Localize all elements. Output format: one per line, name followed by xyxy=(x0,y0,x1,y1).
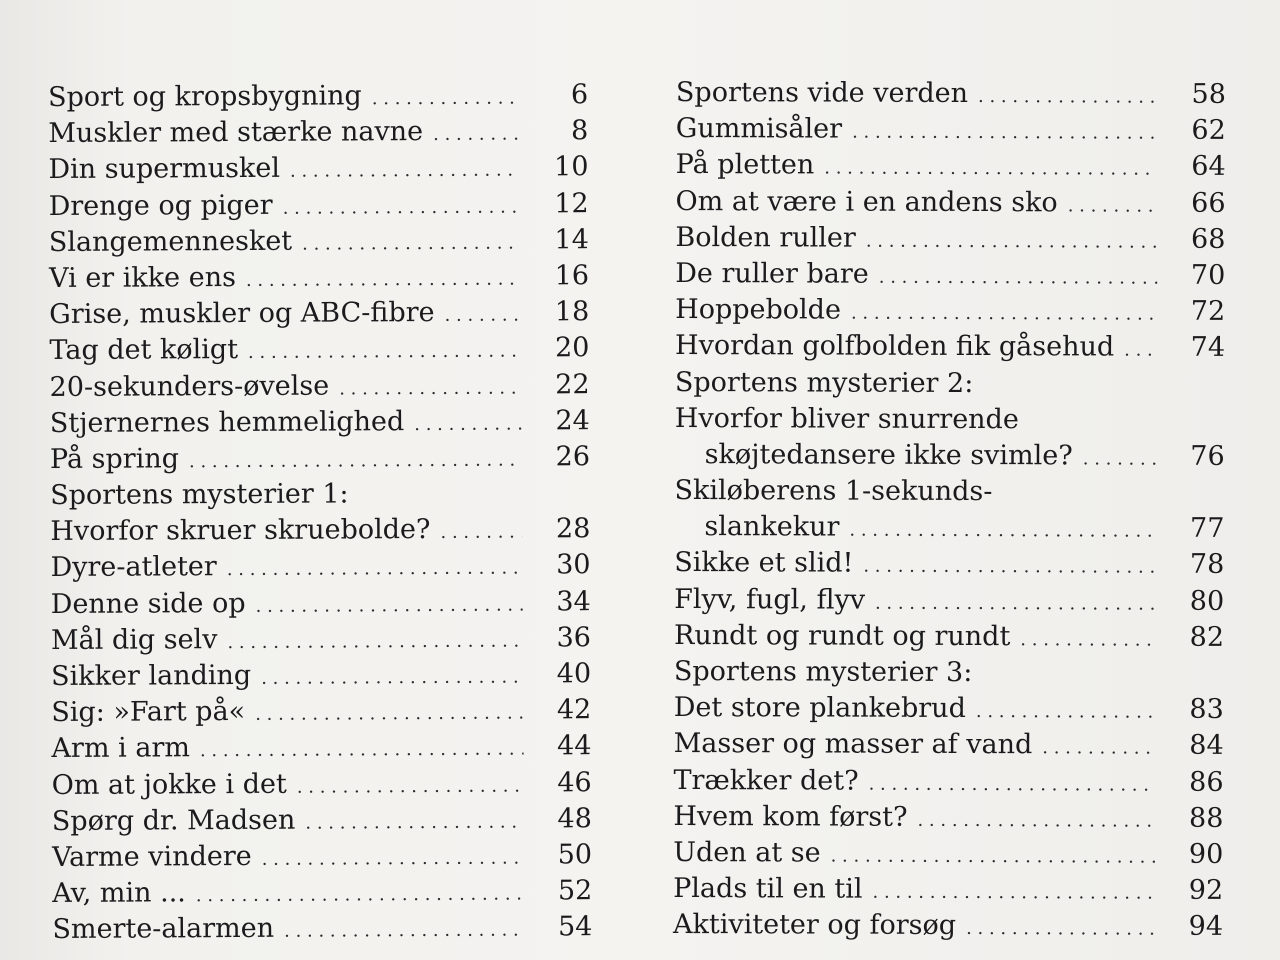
toc-entry-title: De ruller bare xyxy=(675,257,869,290)
toc-entry-page-number: 22 xyxy=(555,368,590,400)
toc-entry-page-number: 28 xyxy=(555,513,591,545)
toc-entry-page-number: 46 xyxy=(557,766,592,798)
toc-leader-dots xyxy=(1068,188,1158,225)
toc-leader-dots xyxy=(917,803,1155,840)
toc-entry-page-number: 14 xyxy=(554,223,589,256)
toc-entry-title: Drenge og piger xyxy=(48,189,273,222)
toc-entry-page-number: 42 xyxy=(556,694,592,726)
toc-entry-title: Denne side op xyxy=(50,587,246,620)
toc-entry xyxy=(674,618,1224,656)
toc-entry-title: Dyre-atleter xyxy=(50,551,217,584)
toc-entry-page-number: 50 xyxy=(557,839,593,871)
toc-entry xyxy=(51,729,591,768)
toc-entry xyxy=(52,765,592,804)
toc-leader-dots xyxy=(978,79,1158,116)
toc-entry xyxy=(676,75,1226,113)
toc-entry-page-number: 20 xyxy=(554,332,590,364)
toc-entry-page-number: 18 xyxy=(554,296,590,328)
toc-entry-title: Stjernernes hemmelighed xyxy=(49,405,405,439)
toc-leader-dots xyxy=(283,189,521,226)
toc-entry xyxy=(674,509,1224,547)
toc-entry-page-number: 34 xyxy=(556,585,591,617)
toc-entry-page-number: 76 xyxy=(1190,440,1225,472)
toc-entry-page-number: 40 xyxy=(556,658,592,690)
toc-entry-page-number: 62 xyxy=(1191,114,1226,147)
toc-entry-title: skøjtedansere ikke svimle? xyxy=(704,438,1073,472)
toc-entry xyxy=(52,873,592,912)
toc-entry-title: Sig: »Fart på« xyxy=(51,696,246,729)
toc-entry-page-number: 68 xyxy=(1191,223,1226,255)
toc-entry-title: Gummisåler xyxy=(675,113,843,145)
toc-entry xyxy=(673,871,1223,909)
toc-entry-title: Mål dig selv xyxy=(50,623,218,656)
toc-leader-dots xyxy=(879,260,1158,297)
toc-entry-page-number: 78 xyxy=(1189,549,1225,581)
toc-entry xyxy=(50,475,590,514)
toc-entry-page-number: 74 xyxy=(1190,332,1226,364)
toc-entry-title: Smerte-alarmen xyxy=(52,913,275,946)
toc-entry xyxy=(675,437,1225,475)
toc-entry xyxy=(49,186,589,225)
toc-entry-page-number: 86 xyxy=(1189,766,1224,798)
toc-entry-title: Rundt og rundt og rundt xyxy=(673,619,1011,652)
toc-entry xyxy=(675,328,1225,366)
toc-entry xyxy=(674,654,1224,692)
toc-leader-dots xyxy=(248,334,522,372)
toc-entry-page-number: 44 xyxy=(557,730,592,762)
toc-leader-dots xyxy=(852,115,1158,152)
toc-entry-title: Grise, muskler og ABC-fibre xyxy=(49,297,435,331)
toc-entry-page-number: 52 xyxy=(557,875,593,907)
toc-entry xyxy=(49,330,589,369)
toc-entry xyxy=(52,909,592,948)
toc-entry-title: Trækker det? xyxy=(673,764,859,797)
toc-leader-dots xyxy=(227,623,523,661)
toc-entry xyxy=(673,835,1223,873)
toc-entry-page-number: 10 xyxy=(554,151,589,183)
toc-column-left xyxy=(48,77,593,948)
toc-leader-dots xyxy=(966,911,1155,948)
toc-entry xyxy=(675,364,1225,402)
toc-entry-title: Hvordan golfbolden fik gåsehud xyxy=(675,330,1115,363)
toc-entry-title: Muskler med stærke navne xyxy=(48,116,424,150)
toc-entry-title: Skiløberens 1-sekunds- xyxy=(674,475,993,508)
toc-entry-page-number: 26 xyxy=(555,441,591,473)
toc-leader-dots xyxy=(866,223,1158,260)
toc-entry-page-number: 88 xyxy=(1188,802,1224,834)
toc-entry xyxy=(49,258,589,297)
toc-entry xyxy=(48,77,588,116)
toc-entry xyxy=(50,548,590,587)
toc-entry-page-number: 83 xyxy=(1189,693,1224,726)
toc-leader-dots xyxy=(256,587,523,625)
toc-entry xyxy=(48,113,588,152)
toc-entry-title: Sport og kropsbygning xyxy=(48,80,362,113)
toc-entry xyxy=(675,401,1225,439)
toc-entry-title: Hoppebolde xyxy=(675,294,842,326)
toc-entry-title: Det store plankebrud xyxy=(673,692,966,725)
toc-entry xyxy=(48,150,588,189)
toc-entry-page-number: 36 xyxy=(556,621,592,654)
toc-entry-title: På pletten xyxy=(675,149,815,181)
toc-leader-dots xyxy=(1042,731,1156,768)
toc-leader-dots xyxy=(831,838,1156,875)
toc-leader-dots xyxy=(1002,500,1156,501)
toc-entry-title: Hvorfor bliver snurrende xyxy=(674,402,1019,435)
toc-leader-dots xyxy=(255,696,523,734)
toc-leader-dots xyxy=(227,551,523,589)
toc-leader-dots xyxy=(305,804,524,841)
toc-leader-dots xyxy=(983,392,1157,393)
toc-entry-page-number: 84 xyxy=(1189,730,1224,762)
toc-entry-page-number: 30 xyxy=(556,549,591,581)
toc-entry xyxy=(674,582,1224,620)
toc-leader-dots xyxy=(262,840,525,878)
toc-entry-title: Sportens mysterier 1: xyxy=(50,478,349,512)
toc-entry xyxy=(673,763,1223,801)
toc-entry-page-number: 12 xyxy=(554,187,589,219)
toc-leader-dots xyxy=(246,261,521,299)
toc-entry-title: Uden at se xyxy=(673,836,821,869)
toc-leader-dots xyxy=(976,694,1156,731)
toc-entry xyxy=(52,801,592,840)
toc-entry-title: Hvem kom først? xyxy=(673,800,908,833)
toc-entry-page-number: 66 xyxy=(1191,187,1226,219)
toc-entry xyxy=(675,292,1225,330)
toc-leader-dots xyxy=(1083,441,1157,477)
toc-entry xyxy=(50,367,590,406)
toc-entry-title: Din supermuskel xyxy=(48,153,281,186)
toc-entry-title: Flyv, fugl, flyv xyxy=(674,583,866,616)
toc-entry-page-number: 48 xyxy=(557,802,592,835)
toc-entry xyxy=(51,584,591,623)
toc-entry-page-number: 90 xyxy=(1188,838,1224,870)
toc-leader-dots xyxy=(872,875,1155,912)
toc-leader-dots xyxy=(261,660,523,698)
toc-entry-title: Om at jokke i det xyxy=(51,768,287,801)
toc-entry-page-number: 24 xyxy=(555,404,590,437)
toc-entry xyxy=(675,220,1225,258)
toc-leader-dots xyxy=(824,151,1158,188)
toc-entry-title: Hvorfor skruer skruebolde? xyxy=(50,514,431,548)
toc-entry xyxy=(49,294,589,333)
toc-entry xyxy=(674,726,1224,764)
toc-entry-title: Aktiviteter og forsøg xyxy=(672,909,957,942)
toc-column-right xyxy=(673,75,1226,945)
toc-entry xyxy=(676,147,1226,185)
toc-entry xyxy=(50,403,590,442)
toc-leader-dots xyxy=(200,732,524,770)
toc-entry-title: Om at være i en andens sko xyxy=(675,185,1058,218)
toc-entry xyxy=(675,256,1225,294)
toc-entry-title: slankekur xyxy=(704,511,840,543)
toc-entry-title: Sportens mysterier 3: xyxy=(673,655,973,689)
toc-leader-dots xyxy=(1124,333,1157,369)
toc-entry-title: Arm i arm xyxy=(51,732,191,765)
toc-leader-dots xyxy=(433,117,520,154)
toc-entry xyxy=(50,439,590,478)
toc-entry xyxy=(674,690,1224,728)
toc-entry-title: Varme vindere xyxy=(51,840,252,873)
toc-leader-dots xyxy=(290,153,521,190)
toc-entry-title: Plads til en til xyxy=(673,873,863,905)
toc-leader-dots xyxy=(284,913,525,950)
toc-entry-title: Bolden ruller xyxy=(675,221,856,254)
toc-leader-dots xyxy=(875,585,1156,622)
toc-entry-title: Sportens mysterier 2: xyxy=(674,366,974,399)
toc-entry-title: 20-sekunders-øvelse xyxy=(49,370,330,403)
toc-leader-dots xyxy=(1020,622,1156,659)
toc-entry-page-number: 80 xyxy=(1189,585,1225,617)
toc-entry-page-number: 92 xyxy=(1188,874,1224,907)
toc-entry-page-number: 72 xyxy=(1190,295,1226,328)
toc-leader-dots xyxy=(863,549,1156,586)
toc-leader-dots xyxy=(414,406,522,443)
toc-leader-dots xyxy=(982,681,1156,682)
toc-leader-dots xyxy=(196,877,525,915)
toc-entry-title: Sikke et slid! xyxy=(674,547,854,580)
toc-leader-dots xyxy=(440,515,522,552)
toc-entry xyxy=(51,620,591,659)
toc-entry xyxy=(52,837,592,876)
toc-entry-page-number: 70 xyxy=(1190,259,1226,291)
toc-entry xyxy=(49,222,589,261)
toc-entry-page-number: 8 xyxy=(571,115,589,147)
toc-leader-dots xyxy=(189,442,522,480)
toc-entry xyxy=(673,799,1223,837)
toc-entry-title: Tag det køligt xyxy=(49,334,239,367)
toc-entry xyxy=(673,907,1223,945)
toc-leader-dots xyxy=(869,766,1156,803)
toc-entry-title: Masser og masser af vand xyxy=(673,728,1033,761)
toc-entry-page-number: 6 xyxy=(570,79,589,111)
toc-entry xyxy=(674,545,1224,583)
toc-entry xyxy=(676,111,1226,149)
toc-entry xyxy=(674,473,1224,511)
toc-entry xyxy=(50,511,590,550)
toc-leader-dots xyxy=(339,370,522,407)
toc-leader-dots xyxy=(297,768,524,805)
toc-entry xyxy=(51,692,591,731)
toc-entry-page-number: 82 xyxy=(1189,621,1225,653)
toc-entry-page-number: 77 xyxy=(1190,513,1225,545)
toc-entry-title: Sikker landing xyxy=(51,659,252,692)
toc-entry-title: Sportens vide verden xyxy=(675,76,969,110)
toc-leader-dots xyxy=(444,298,521,335)
toc-entry-title: På spring xyxy=(49,443,180,475)
toc-leader-dots xyxy=(849,513,1156,550)
toc-leader-dots xyxy=(302,225,521,262)
toc-entry-title: Vi er ikke ens xyxy=(48,261,236,294)
toc-entry-page-number: 94 xyxy=(1188,911,1224,943)
toc-leader-dots xyxy=(851,296,1157,333)
toc-entry-page-number: 64 xyxy=(1191,151,1226,183)
toc-entry xyxy=(675,184,1225,222)
toc-entry-title: Slangemennesket xyxy=(48,225,293,258)
toc-leader-dots xyxy=(372,81,521,118)
toc-entry-page-number: 16 xyxy=(554,260,590,292)
toc-leader-dots xyxy=(359,502,523,503)
toc-entry-title: Av, min ... xyxy=(52,877,186,910)
toc-entry xyxy=(51,656,591,695)
toc-entry-page-number: 54 xyxy=(558,911,593,943)
toc-entry-title: Spørg dr. Madsen xyxy=(51,804,296,837)
toc-entry-page-number: 58 xyxy=(1191,78,1226,110)
